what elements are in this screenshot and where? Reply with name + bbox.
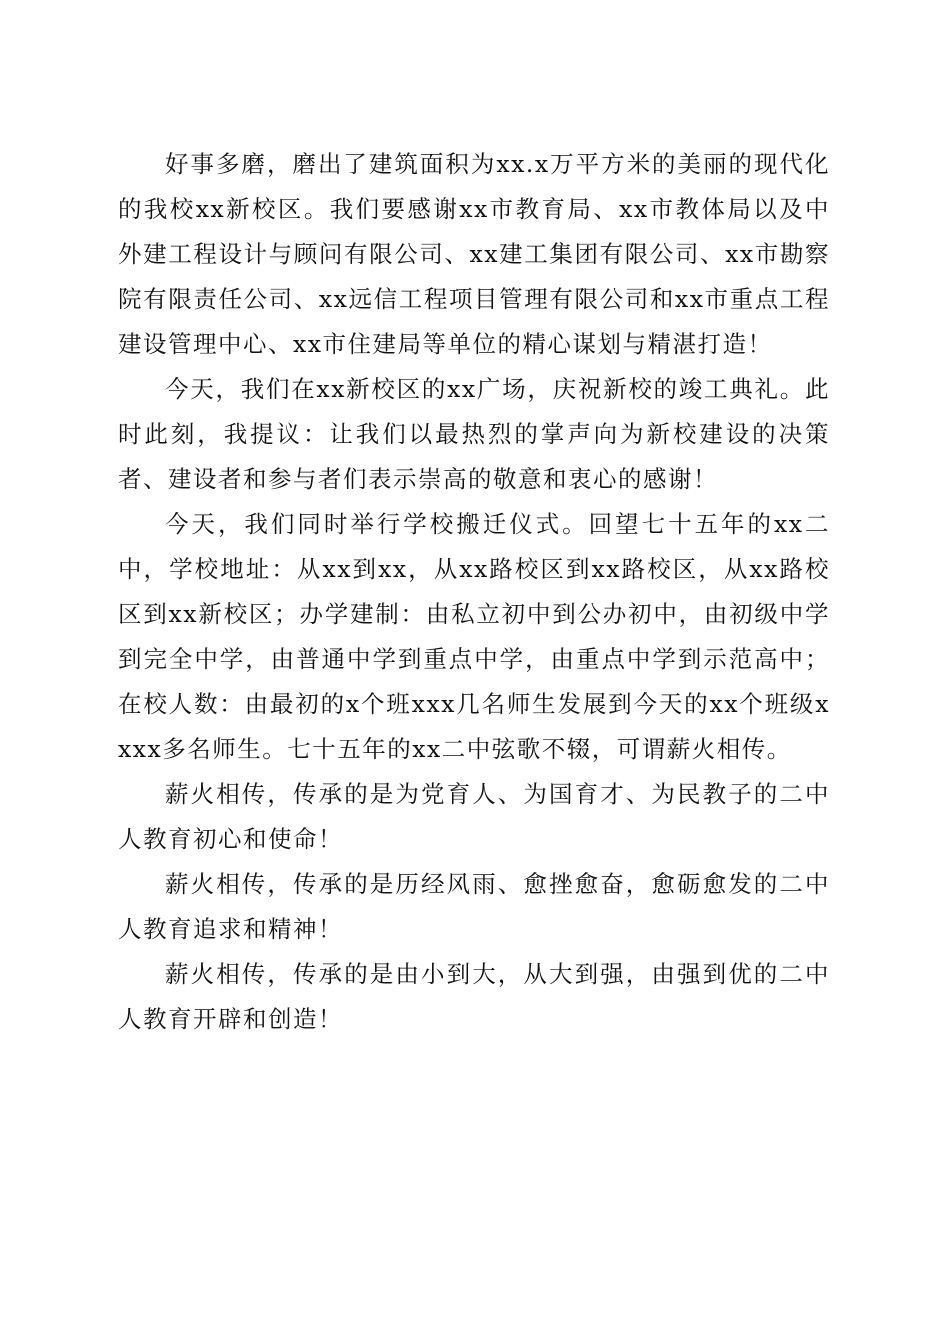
paragraph-completion-ceremony: 今天，我们在xx新校区的xx广场，庆祝新校的竣工典礼。此时此刻，我提议：让我们以最热烈的掌声向为新校建设的决策者、建设者和参与者们表示崇高的敬意和衷心的感谢！ xyxy=(118,375,830,493)
document-body xyxy=(118,142,830,1042)
paragraph-legacy-spirit: 薪火相传，传承的是历经风雨、愈挫愈奋，愈砺愈发的二中人教育追求和精神！ xyxy=(118,870,830,943)
paragraph-construction-thanks: 好事多磨，磨出了建筑面积为xx.x万平方米的美丽的现代化的我校xx新校区。我们要感谢xx市教育局、xx市教体局以及中外建工程设计与顾问有限公司、xx建工集团有限公司、xx市勘察院有限责任公司、xx远信工程项目管理有限公司和xx市重点工程建设管理中心、xx市住建局等单位的精心谋划与精湛打造！ xyxy=(118,150,830,358)
paragraph-legacy-creation: 薪火相传，传承的是由小到大，从大到强，由强到优的二中人教育开辟和创造！ xyxy=(118,960,830,1033)
paragraph-relocation-history: 今天，我们同时举行学校搬迁仪式。回望七十五年的xx二中，学校地址：从xx到xx，从xx路校区到xx路校区，从xx路校区到xx新校区；办学建制：由私立初中到公办初中，由初级中学到完全中学，由普通中学到重点中学，由重点中学到示范高中；在校人数：由最初的x个班xxx几名师生发展到今天的xx个班级xxxx多名师生。七十五年的xx二中弦歌不辍，可谓薪火相传。 xyxy=(118,510,830,763)
paragraph-legacy-mission: 薪火相传，传承的是为党育人、为国育才、为民教子的二中人教育初心和使命！ xyxy=(118,780,830,853)
